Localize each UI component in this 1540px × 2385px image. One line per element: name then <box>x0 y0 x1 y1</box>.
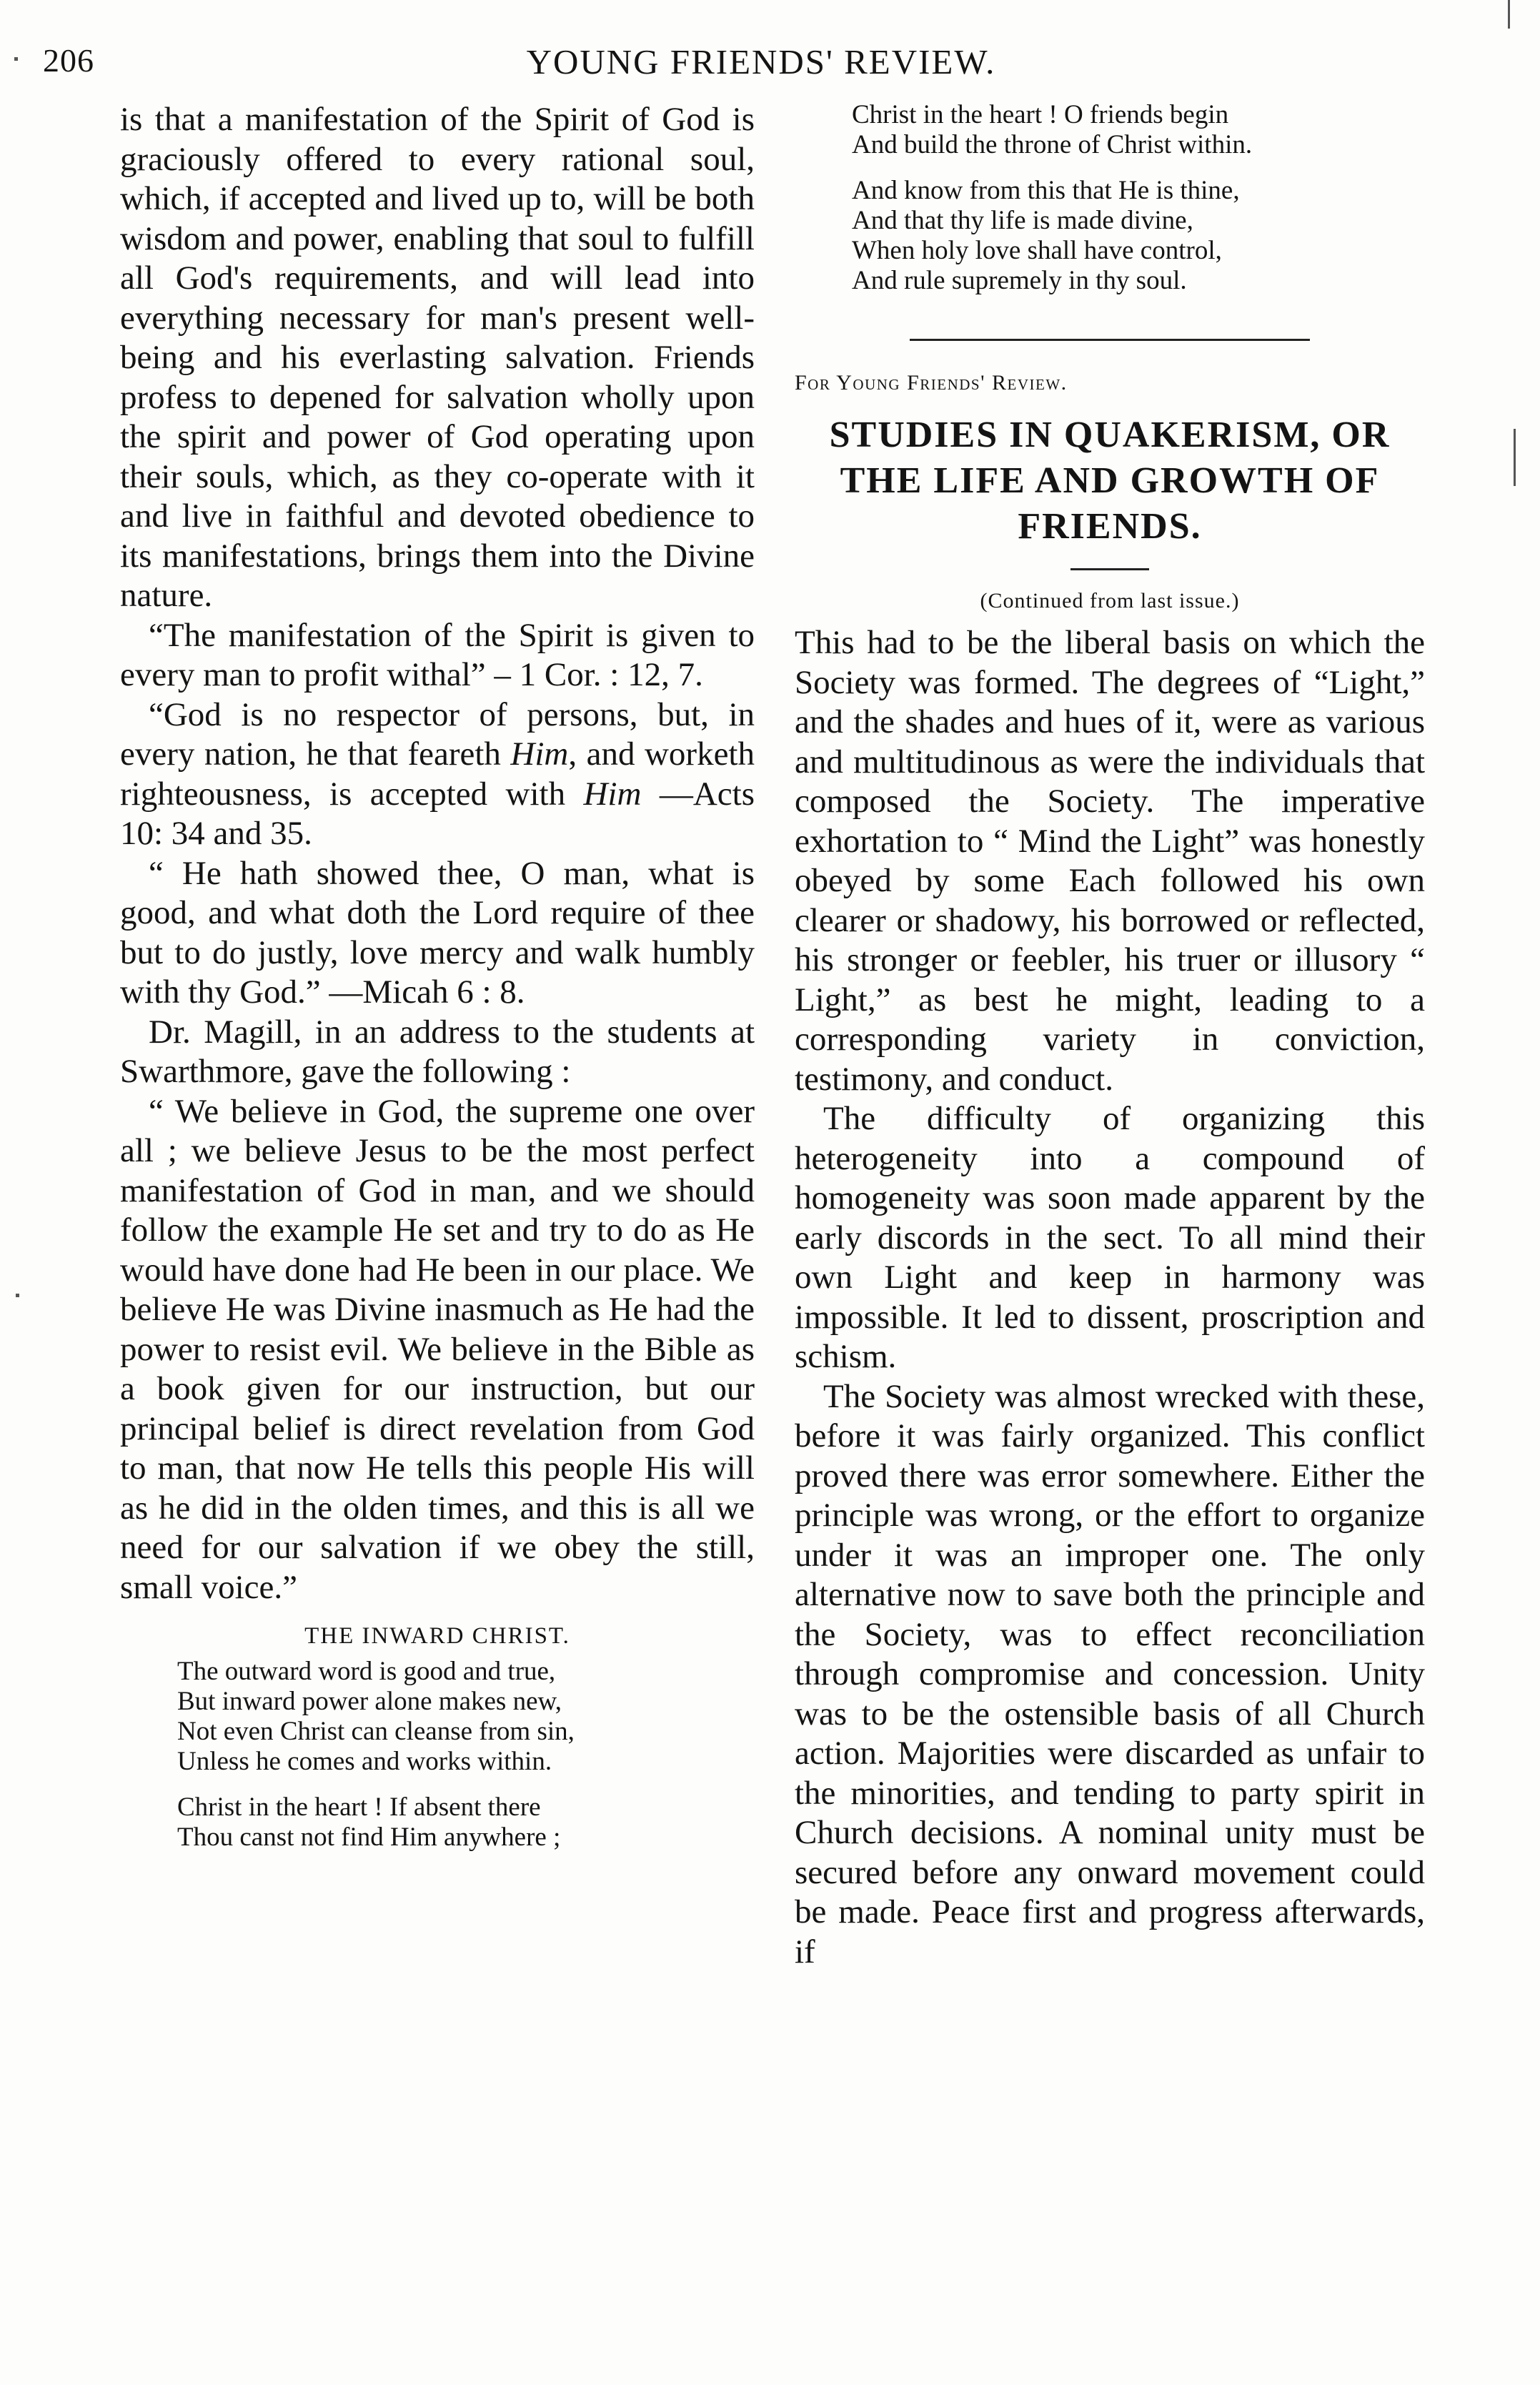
page-header <box>43 41 1479 91</box>
paragraph: “The manifestation of the Spirit is given to every man to profit withal” – 1 Cor. : 12, 7. <box>120 616 755 693</box>
section-divider <box>910 339 1310 341</box>
poem-title: THE INWARD CHRIST. <box>304 1623 570 1649</box>
article-credit: For Young Friends' Review. <box>795 371 1068 395</box>
text-run: , and worketh righteousness, is accepted with <box>120 735 755 813</box>
poem-line: Thou canst not find Him anywhere ; <box>177 1823 561 1852</box>
paragraph: This had to be the liberal basis on which the Society was formed. The degrees of “Light,” and the shades and hues of it, were as various and multitudinous as were the individuals that composed the Society. The imperative exhortation to “ Mind the Light” was honestly obeyed by some Each followed his own clearer or shadowy, his borrowed or reflected, his stronger or feebler, his truer or illusory “ Light,” as best he might, leading to a corresponding variety in conviction, testimony, and conduct. <box>795 624 1425 1098</box>
poem-line: And build the throne of Christ within. <box>852 130 1253 159</box>
poem-stanza <box>795 100 1425 160</box>
scan-mark <box>16 1294 19 1297</box>
page-number: 206 <box>43 42 94 79</box>
italic-text: Him <box>583 775 642 813</box>
poem-line: And rule supremely in thy soul. <box>852 266 1187 295</box>
scan-mark <box>1508 0 1510 29</box>
paragraph <box>120 695 755 854</box>
poem-stanza <box>120 1657 755 1777</box>
title-divider <box>1070 568 1149 570</box>
poem-line: The outward word is good and true, <box>177 1657 556 1686</box>
paragraph: “ We believe in God, the supreme one over all ; we believe Jesus to be the most perfect manifestation of God in man, and we should follow the example He set and try to do as He would have done had He been in our place. We believe He was Divine inasmuch as He had the power to resist evil. We believe in the Bible as a book given for our instruction, but our principal belief is direct revelation from God to man, that now He tells this people His will as he did in the olden times, and this is all we need for our salvation if we obey the still, small voice.” <box>120 1092 755 1606</box>
poem-stanza <box>795 176 1425 296</box>
running-head: YOUNG FRIENDS' REVIEW. <box>526 42 996 81</box>
paragraph: The Society was almost wrecked with these, before it was fairly organized. This conflict proved there was error somewhere. Either the principle was wrong, or the effort to organize under it was an improper one. The only alternative now to save both the principle and the Society, was to effect reconciliation through compromise and concession. Unity was to be the ostensible basis of all Church action. Majorities were discarded as unfair to the minorities, and tending to party spirit in Church decisions. A nominal unity must be secured before any onward movement could be made. Peace first and progress afterwards, if <box>795 1377 1425 1970</box>
paragraph: is that a manifestation of the Spirit of God is graciously offered to every rational soul, which, if accepted and lived up to, will be both wisdom and power, enabling that soul to fulfill all God's requirements, and will lead into everything necessary for man's present well-being and his everlasting salvation. Friends profess to depened for salvation wholly upon the spirit and power of God operating upon their souls, which, as they co-operate with it and live in faithful and devoted obedience to its manifestations, brings them into the Divine nature. <box>120 101 755 614</box>
left-column <box>120 100 755 1868</box>
poem-line: And know from this that He is thine, <box>852 176 1240 205</box>
article-title: STUDIES IN QUAKERISM, OR THE LIFE AND GROWTH OF FRIENDS. <box>829 415 1391 547</box>
paragraph: Dr. Magill, in an address to the students at Swarthmore, gave the following : <box>120 1013 755 1090</box>
text-run: —Acts 10: 34 and 35. <box>120 775 755 852</box>
right-column <box>795 100 1425 1972</box>
italic-text: Him <box>510 735 569 773</box>
poem-line: Unless he comes and works within. <box>177 1747 552 1776</box>
poem-line: Christ in the heart ! If absent there <box>177 1793 541 1822</box>
scan-mark <box>1514 429 1516 486</box>
poem-stanza <box>120 1793 755 1853</box>
text-run: “God is no respector of persons, but, in every nation, he that feareth <box>120 695 755 773</box>
poem-line: Not even Christ can cleanse from sin, <box>177 1717 575 1746</box>
scan-mark <box>14 57 18 61</box>
paragraph: “ He hath showed thee, O man, what is good, and what doth the Lord require of thee but to do justly, love mercy and walk humbly with thy God.” —Micah 6 : 8. <box>120 854 755 1011</box>
poem-line: And that thy life is made divine, <box>852 206 1193 235</box>
continued-note: (Continued from last issue.) <box>980 589 1240 613</box>
poem-line: Christ in the heart ! O friends begin <box>852 100 1229 129</box>
poem-line: But inward power alone makes new, <box>177 1687 562 1716</box>
poem-line: When holy love shall have control, <box>852 236 1222 265</box>
paragraph: The difficulty of organizing this heterogeneity into a compound of homogeneity was soon made apparent by the early discords in the sect. To all mind their own Light and keep in harmony was impossible. It led to dissent, proscription and schism. <box>795 1100 1425 1375</box>
